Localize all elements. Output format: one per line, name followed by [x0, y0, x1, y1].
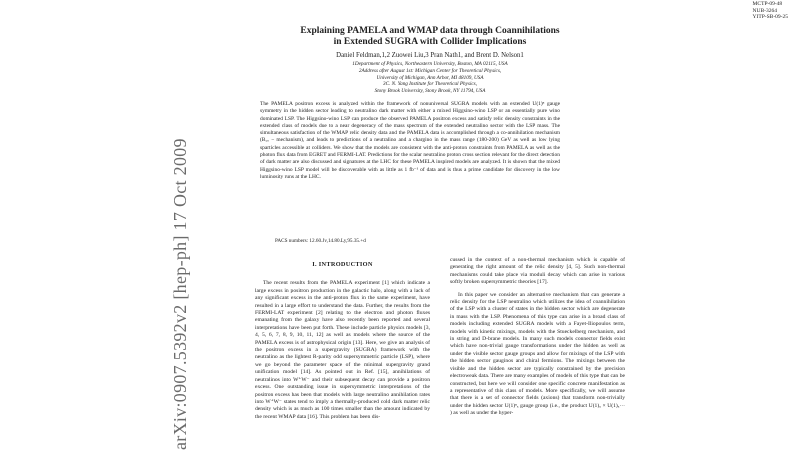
title-line: Explaining PAMELA and WMAP data through Coannihilations — [300, 26, 560, 36]
abstract: The PAMELA positron excess is analyzed within the framework of nonuniversal SUGRA models with an extended U(1)ⁿ gauge symmetry in the hidden sector leading to neutralino dark matter with either a mixed Higgsino-wino LSP or an essentially pure wino dominated LSP. The Higgsino-wino LSP can produce the observed PAMELA positron excess and satisfy relic density constraints in the extended class of models due to a near degeneracy of the mass spectrum of the extended neutralino sector with the LSP mass. The simultaneous satisfaction of the WMAP relic density data and the PAMELA data is accomplished through a co-annihilation mechanism (B꜀ₒ − mechanism), and leads to predictions of a neutralino and a chargino in the mass range (180-200) GeV as well as low lying sparticles accessible at colliders. We show that the models are consistent with the anti-proton constraints from PAMELA as well as the photon flux data from EGRET and FERMI-LAT. Predictions for the scalar neutralino proton cross section relevant for the direct detection of dark matter are also discussed and signatures at the LHC for these PAMELA inspired models are analyzed. It is shown that the mixed Higgsino-wino LSP model will be discoverable with as little as 1 fb⁻¹ of data and is thus a prime candidate for discovery in the low luminosity runs at the LHC. — [260, 101, 560, 180]
pacs-numbers: PACS numbers: 12.60.Jv,14.80.Ly,95.35.+d — [275, 238, 366, 244]
right-column — [450, 257, 625, 423]
authors: Daniel Feldman,1,2 Zuowei Liu,3 Pran Nath1, and Brent D. Nelson1 — [336, 52, 524, 59]
paragraph: In this paper we consider an alternative mechanism that can generate a relic density for the LSP neutralino which utilizes the idea of coannihilation of the LSP with a cluster of states in the hidden sector which are degenerate in mass with the LSP. Phenomena of this type can arise in a broad class of models including extended SUGRA models with a Fayet-Iliopoulos term, models with kinetic mixings, models with the Stueckelberg mechanism, and in string and D-brane models. In many such models connector fields exist which have non-trivial gauge transformations under the hidden as well as under the visible sector gauge groups and allow for mixings of the LSP with the hidden sector gauginos and chiral fermions. The mixings between the visible and the hidden sector are typically constrained by the precision electroweak data. There are many examples of models of this type that can be constructed, but here we will consider one specific concrete manifestation as a representative of this class of models. More specifically, we will assume that there is a set of connector fields (axions) that transform non-trivially under the hidden sector U(1)ⁿₓ gauge group (i.e., the product U(1)ₓ × U(1)ₓ··· ) as well as under the hyper- — [450, 291, 625, 417]
section-heading: I. INTRODUCTION — [312, 261, 373, 268]
report-number: NUB-3264 — [752, 7, 777, 14]
affiliations — [250, 61, 610, 95]
affiliation-line: University of Michigan, Ann Arbor, MI 48109, USA — [376, 74, 484, 81]
paragraph: cussed in the context of a non-thermal mechanism which is capable of generating the right amount of the relic density [4, 5]. Such non-thermal mechanisms could take place via moduli decay which can arise in various softly broken supersymmetric theories [17]. — [450, 257, 625, 286]
report-numbers — [753, 1, 788, 21]
arxiv-stamp: arXiv:0907.5392v2 [hep-ph] 17 Oct 2009 — [170, 138, 190, 450]
title-line: in Extended SUGRA with Collider Implications — [333, 37, 527, 47]
affiliation-line: 3C. N. Yang Institute for Theoretical Physics, — [383, 81, 477, 88]
paragraph: The recent results from the PAMELA experiment [1] which indicate a large excess in positron production in the galactic halo, along with a lack of any significant excess in the anti-proton flux in the same experiment, have resulted in a large effort to understand the data. Further, the results from the FERMI-LAT experiment [2] relating to the electron and photon fluxes emanating from the galaxy have also recently been reported and several interpretations have been put forth. These include particle physics models [3, 4, 5, 6, 7, 8, 9, 10, 11, 12] as well as models where the source of the PAMELA excess is of astrophysical origin [13]. Here, we give an analysis of the positron excess in a supergravity (SUGRA) framework with the neutralino as the lightest R-parity odd supersymmetric particle (LSP), where we go beyond the parameter space of the minimal supergravity grand unification model [14]. As pointed out in Ref. [15], annihilations of neutralinos into W⁺W⁻ and their subsequent decay can provide a positron excess. One outstanding issue in supersymmetric interpretations of the positron excess has been that models with large neutralino annihilation rates into W⁺W⁻ states tend to imply a thermally-produced cold dark matter relic density which is as much as 100 times smaller than the amount indicated by the recent WMAP data [16]. This problem has been dis- — [255, 280, 430, 420]
affiliation-line: 1Department of Physics, Northeastern University, Boston, MA 02115, USA — [352, 61, 508, 67]
affiliation-line: Stony Brook University, Stony Brook, NY 11794, USA — [374, 88, 486, 95]
report-number: MCTP-09-48 — [752, 1, 783, 7]
left-column — [255, 257, 430, 426]
report-number: YITP-SB-09-25 — [752, 14, 788, 20]
paper-title — [250, 26, 610, 48]
affiliation-line: 2Address after August 1st: Michigan Center for Theoretical Physics, — [358, 67, 502, 74]
